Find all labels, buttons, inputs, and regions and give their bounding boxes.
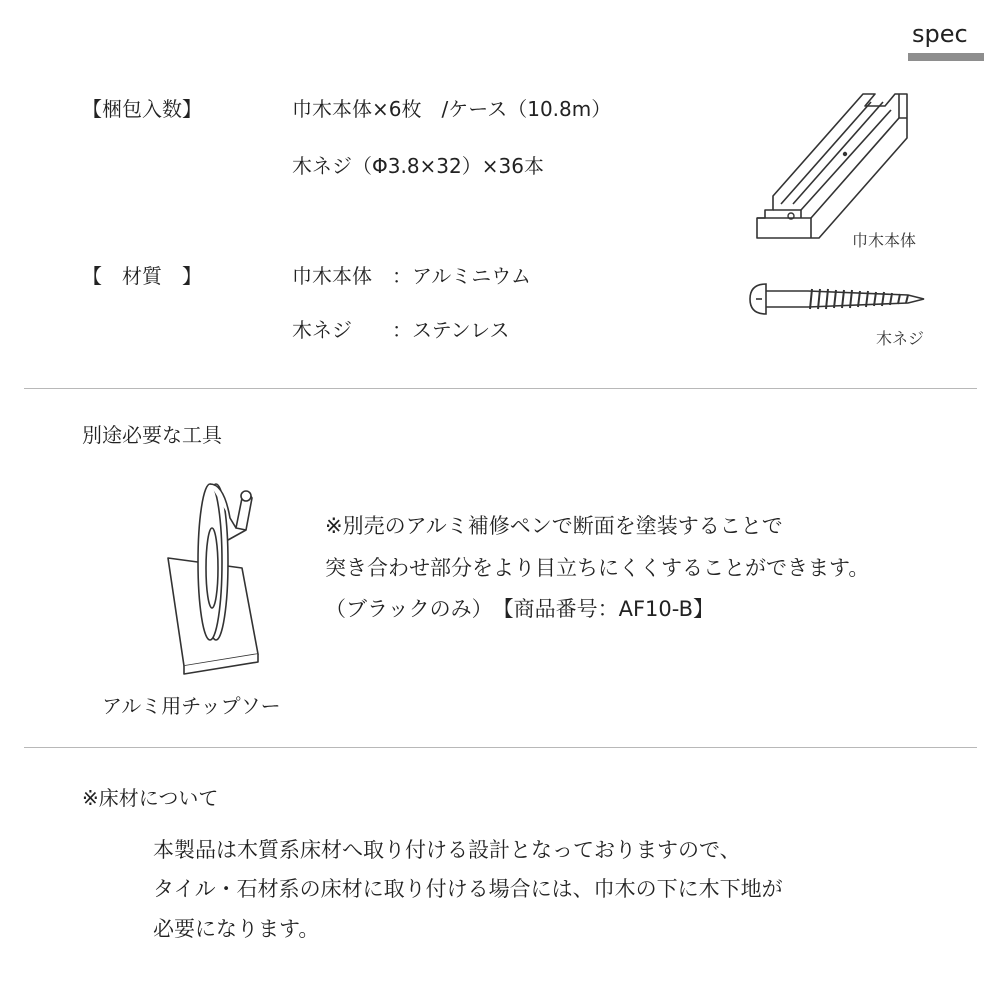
tools-desc-line-3: （ブラックのみ） 【商品番号：AF10-B】 [325,597,714,621]
saw-caption: アルミ用チップソー [102,694,281,718]
material-line-1: 巾木本体 ：アルミニウム [292,264,531,288]
spec-tag-underline [908,53,984,61]
flooring-line-3: 必要になります。 [153,917,320,941]
material-label: 【 材質 】 [82,264,202,288]
flooring-heading: ※床材について [82,786,219,810]
chip-saw-illustration [150,478,270,678]
packing-line-2: 木ネジ（Φ3.8×32）×36本 [292,154,544,178]
screw-caption: 木ネジ [876,329,925,348]
tools-heading: 別途必要な工具 [82,423,222,447]
tools-desc-line-1: ※別売のアルミ補修ペンで断面を塗装することで [325,514,783,538]
rail-caption: 巾木本体 [852,231,917,250]
wood-screw-illustration [748,280,928,320]
spec-tag: spec [912,20,968,48]
packing-label: 【梱包入数】 [82,97,202,121]
flooring-line-1: 本製品は木質系床材へ取り付ける設計となっておりますので、 [153,838,741,862]
section-divider [24,747,977,748]
tools-desc-line-2: 突き合わせ部分をより目立ちにくくすることができます。 [325,556,870,580]
baseboard-rail-illustration [745,80,915,250]
flooring-line-2: タイル・石材系の床材に取り付ける場合には、巾木の下に木下地が [153,877,783,901]
packing-line-1: 巾木本体×6枚 /ケース（10.8m） [292,97,612,121]
material-line-2: 木ネジ ：ステンレス [292,318,510,342]
section-divider [24,388,977,389]
